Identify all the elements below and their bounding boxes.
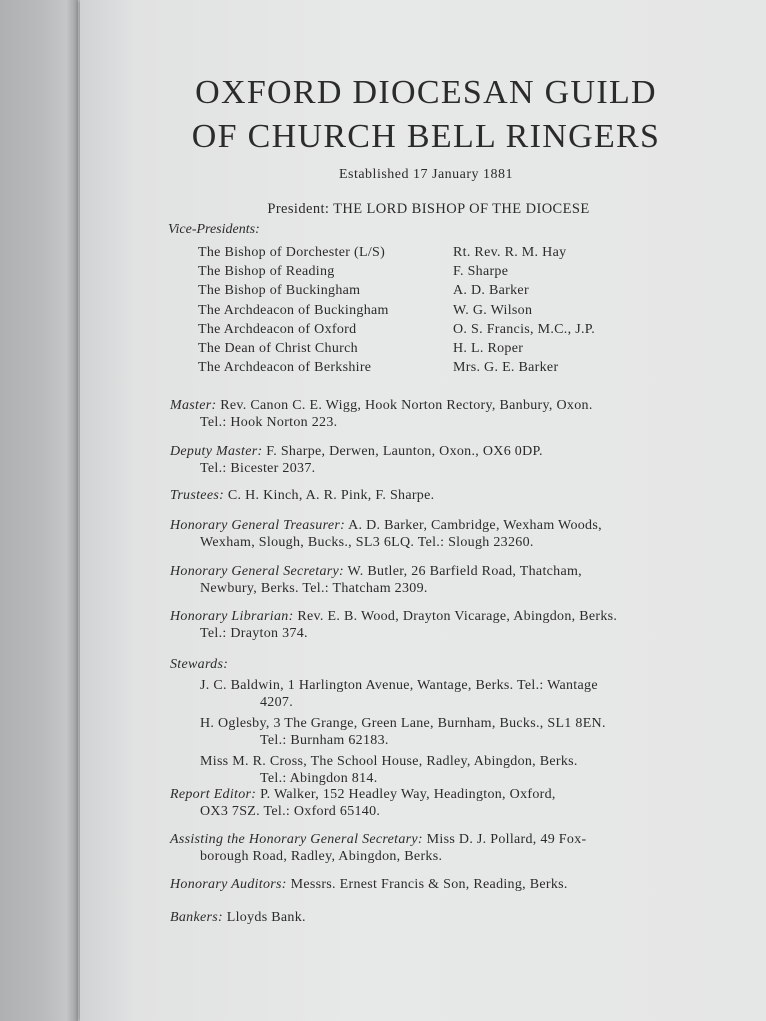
deputy-master-line1: F. Sharpe, Derwen, Launton, Oxon., OX6 0DP. <box>266 444 543 459</box>
secretary-label: Honorary General Secretary: <box>170 564 344 579</box>
steward-item <box>170 677 675 711</box>
steward-line2: Tel.: Abingdon 814. <box>260 771 378 786</box>
vice-president-row <box>198 320 638 339</box>
assisting-line1: Miss D. J. Pollard, 49 Fox- <box>426 832 587 847</box>
steward-line1: H. Oglesby, 3 The Grange, Green Lane, Burnham, Bucks., SL1 8EN. <box>200 716 606 731</box>
vp-name: Rt. Rev. R. M. Hay <box>453 245 567 260</box>
vp-name: H. L. Roper <box>453 340 524 356</box>
vp-name: O. S. Francis, M.C., J.P. <box>453 321 596 337</box>
vp-office: The Bishop of Reading <box>198 264 335 280</box>
vp-office: The Archdeacon of Buckingham <box>198 302 389 318</box>
master-label: Master: <box>170 398 217 413</box>
steward-item <box>170 753 675 787</box>
assisting-line2: borough Road, Radley, Abingdon, Berks. <box>200 849 443 864</box>
master-line1: Rev. Canon C. E. Wigg, Hook Norton Rectory, Banbury, Oxon. <box>220 398 593 413</box>
vp-office: The Bishop of Buckingham <box>198 283 361 299</box>
librarian-entry <box>170 608 675 642</box>
trustees-line1: C. H. Kinch, A. R. Pink, F. Sharpe. <box>227 488 435 503</box>
report-editor-label: Report Editor: <box>170 787 257 802</box>
title-line-2: OF CHURCH BELL RINGERS <box>191 118 661 155</box>
master-entry <box>170 397 675 431</box>
vice-president-row <box>198 358 638 377</box>
auditors-line1: Messrs. Ernest Francis & Son, Reading, Berks. <box>290 877 568 892</box>
vp-name: F. Sharpe <box>453 264 509 280</box>
treasurer-line2: Wexham, Slough, Bucks., SL3 6LQ. Tel.: Slough 23260. <box>200 535 534 550</box>
vice-president-row <box>198 301 638 320</box>
assisting-secretary-entry <box>170 831 675 865</box>
vice-president-row <box>198 262 638 281</box>
vp-name: A. D. Barker <box>453 283 529 299</box>
librarian-line1: Rev. E. B. Wood, Drayton Vicarage, Abingdon, Berks. <box>297 609 618 624</box>
report-editor-line1: P. Walker, 152 Headley Way, Headington, Oxford, <box>260 787 556 802</box>
vice-presidents-list <box>198 243 638 377</box>
auditors-entry <box>170 876 675 893</box>
bankers-entry <box>170 909 675 926</box>
vp-office: The Dean of Christ Church <box>198 340 358 356</box>
master-line2: Tel.: Hook Norton 223. <box>200 415 338 430</box>
stewards-heading: Stewards: <box>170 657 229 672</box>
deputy-master-entry <box>170 443 675 477</box>
report-editor-entry <box>170 786 675 820</box>
vice-presidents-heading: Vice-Presidents: <box>168 222 260 237</box>
book-spine-shadow <box>0 0 78 1021</box>
steward-line1: Miss M. R. Cross, The School House, Radley, Abingdon, Berks. <box>200 754 578 769</box>
auditors-label: Honorary Auditors: <box>170 877 287 892</box>
title-line-1: OXFORD DIOCESAN GUILD <box>195 74 657 111</box>
deputy-master-line2: Tel.: Bicester 2037. <box>200 461 316 476</box>
treasurer-entry <box>170 517 675 551</box>
steward-item <box>170 715 675 749</box>
steward-line2: 4207. <box>260 695 293 710</box>
steward-line2: Tel.: Burnham 62183. <box>260 733 389 748</box>
secretary-line1: W. Butler, 26 Barfield Road, Thatcham, <box>347 564 582 579</box>
secretary-line2: Newbury, Berks. Tel.: Thatcham 2309. <box>200 581 428 596</box>
treasurer-line1: A. D. Barker, Cambridge, Wexham Woods, <box>348 518 602 533</box>
report-editor-line2: OX3 7SZ. Tel.: Oxford 65140. <box>200 804 381 819</box>
stewards-entry <box>170 656 675 787</box>
vp-office: The Archdeacon of Oxford <box>198 321 357 337</box>
assisting-label: Assisting the Honorary General Secretary: <box>170 832 423 847</box>
vp-name: W. G. Wilson <box>453 302 533 318</box>
vice-president-row <box>198 339 638 358</box>
secretary-entry <box>170 563 675 597</box>
established-date: Established 17 January 1881 <box>338 167 514 182</box>
deputy-master-label: Deputy Master: <box>170 444 263 459</box>
bankers-label: Bankers: <box>170 910 223 925</box>
vice-president-row <box>198 281 638 300</box>
vice-president-row <box>198 243 638 262</box>
trustees-entry <box>170 487 675 504</box>
vp-office: The Archdeacon of Berkshire <box>198 360 372 376</box>
vp-name: Mrs. G. E. Barker <box>453 360 559 376</box>
librarian-label: Honorary Librarian: <box>170 609 294 624</box>
document-page <box>80 0 766 1021</box>
librarian-line2: Tel.: Drayton 374. <box>200 626 308 641</box>
president-line: President: THE LORD BISHOP OF THE DIOCESE <box>267 201 590 217</box>
vp-office: The Bishop of Dorchester (L/S) <box>198 245 386 260</box>
treasurer-label: Honorary General Treasurer: <box>170 518 346 533</box>
bankers-line1: Lloyds Bank. <box>226 910 306 925</box>
trustees-label: Trustees: <box>170 488 225 503</box>
steward-line1: J. C. Baldwin, 1 Harlington Avenue, Wantage, Berks. Tel.: Wantage <box>200 678 598 693</box>
